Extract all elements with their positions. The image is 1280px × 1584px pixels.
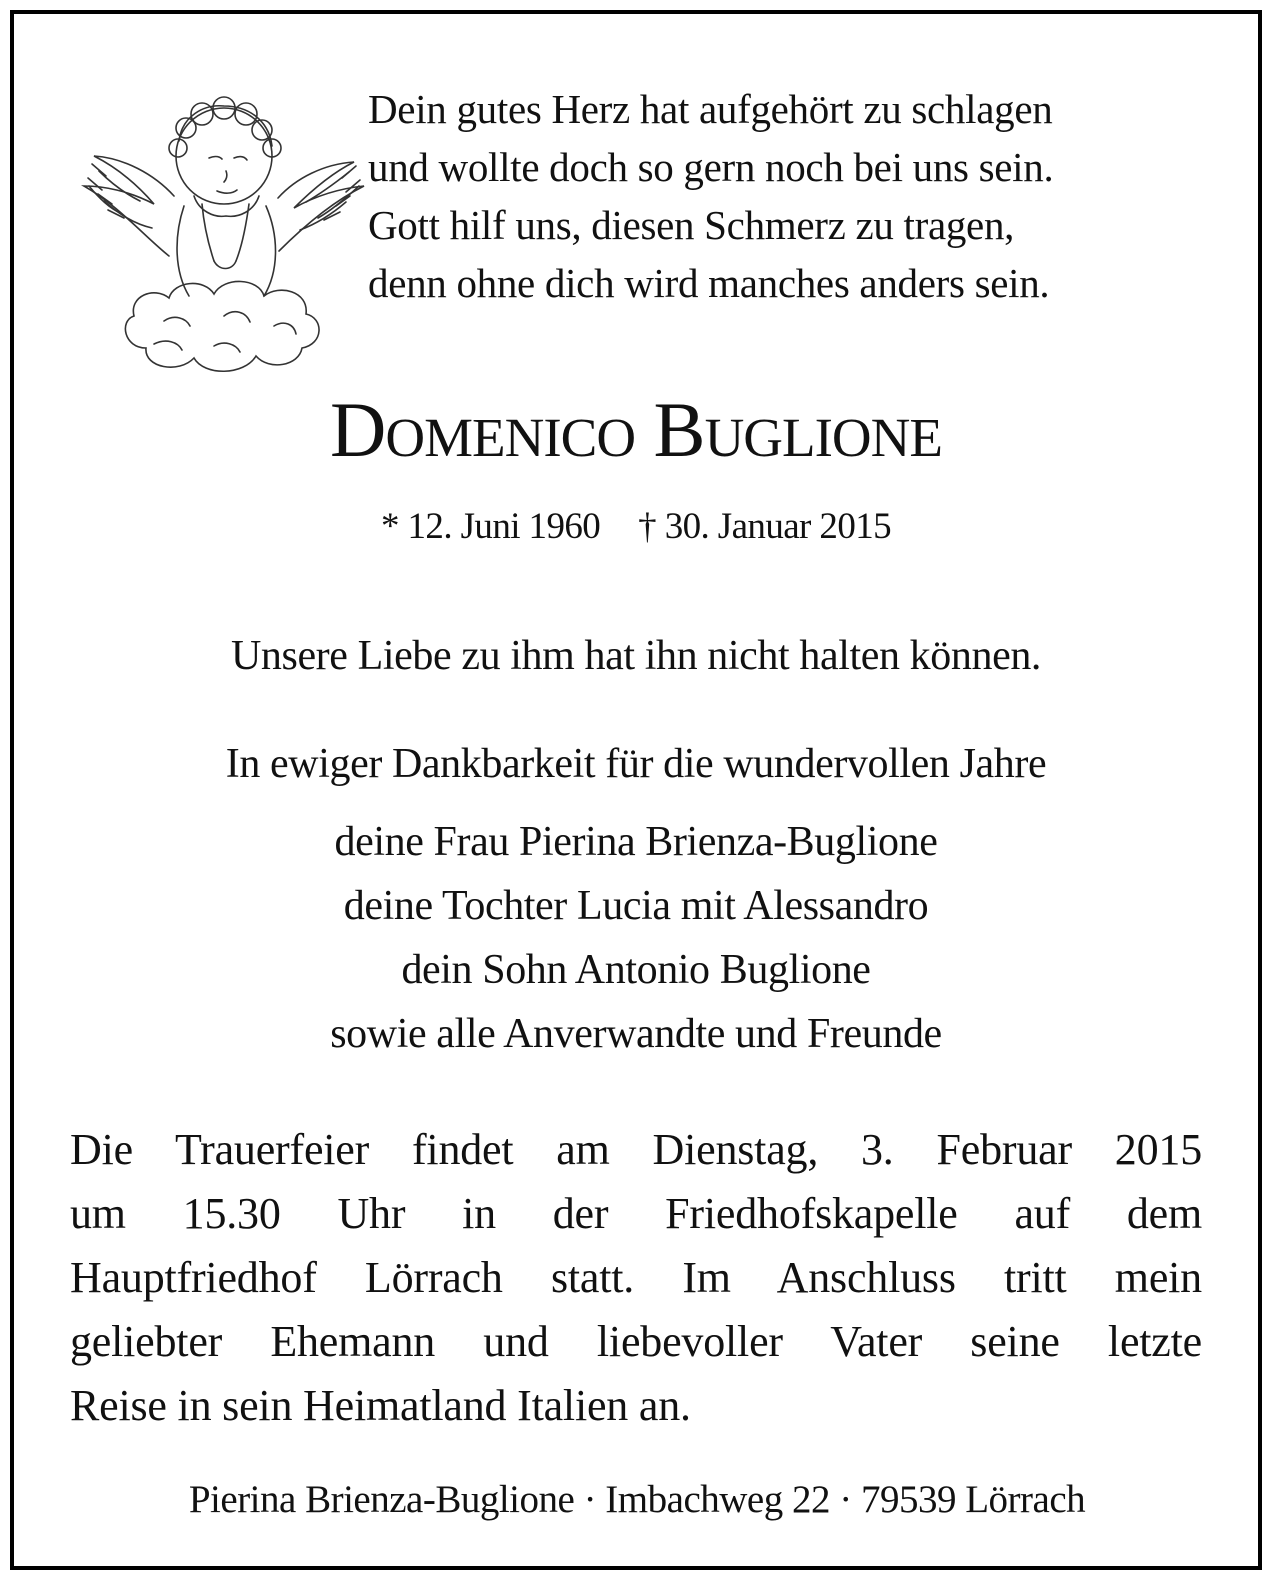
mourner-line: deine Frau Pierina Brienza-Buglione [334,819,938,865]
mourners-list [14,810,1258,1066]
funeral-service-info [70,1118,1202,1438]
mourner-line: sowie alle Anverwandte und Freunde [330,1011,942,1057]
first-name-initial: D [330,386,386,473]
poem-line: Gott hilf uns, diesen Schmerz zu tragen, [368,202,1015,248]
deceased-name [14,382,1258,478]
cherub-angel-illustration [74,86,374,386]
service-line: geliebter Ehemann und liebevoller Vater seine letzte [70,1317,1202,1366]
obituary-frame [10,10,1262,1570]
service-line: Hauptfriedhof Lörrach statt. Im Anschluss tritt mein [70,1253,1202,1302]
last-name-initial: B [653,386,705,473]
signature-intro: In ewiger Dankbarkeit für die wundervollen Jahre [225,741,1047,787]
service-line: Reise in sein Heimatland Italien an. [70,1381,691,1430]
memorial-quote: Unsere Liebe zu ihm hat ihn nicht halten können. [230,633,1042,679]
mourner-line: deine Tochter Lucia mit Alessandro [343,883,929,929]
poem-line: denn ohne dich wird manches anders sein. [368,260,1050,306]
contact-address: Pierina Brienza-Buglione · Imbachweg 22 · 79539 Lörrach [188,1478,1086,1521]
death-date: † 30. Januar 2015 [638,506,892,547]
poem-line: und wollte doch so gern noch bei uns sein. [368,144,1054,190]
last-name-rest: uglione [704,386,942,473]
service-line: um 15.30 Uhr in der Friedhofskapelle auf dem [70,1189,1202,1238]
poem [368,80,1228,312]
service-line: Die Trauerfeier findet am Dienstag, 3. Februar 2015 [70,1125,1202,1174]
life-dates [14,502,1258,552]
poem-line: Dein gutes Herz hat aufgehört zu schlagen [368,86,1053,132]
mourner-line: dein Sohn Antonio Buglione [401,947,871,993]
first-name-rest: omenico [385,386,636,473]
birth-date: * 12. Juni 1960 [380,506,601,547]
